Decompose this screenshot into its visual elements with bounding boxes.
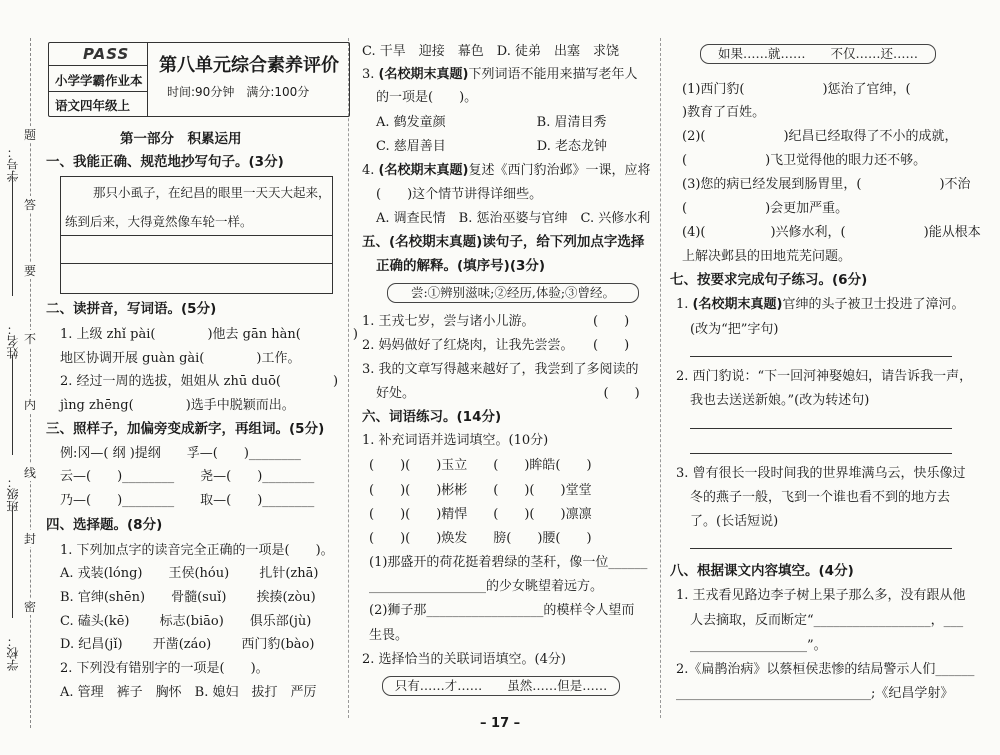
section-heading: 四、选择题。(8分) <box>46 517 163 533</box>
seal-char: 不 <box>24 332 37 346</box>
question-line: D. 纪昌(jǐ) 开凿(záo) 西门豹(bào) <box>60 637 315 652</box>
question-line: 2. 妈妈做好了红烧肉，让我先尝尝。 ( ) <box>362 338 630 353</box>
question-line: ( )( )焕发 膀( )腰( ) <box>369 531 592 546</box>
definition-box: 尝:①辨别滋味;②经历,体验;③曾经。 <box>387 283 639 303</box>
seal-char: 线 <box>24 466 37 480</box>
answer-line[interactable] <box>690 428 952 429</box>
question-line: A. 管理 裤子 胸怀 B. 媳妇 拔打 严厉 <box>60 685 317 700</box>
question-line: 4. (名校期末真题)复述《西门豹治邺》一课，应将 <box>362 163 651 178</box>
question-line: 2. 下列没有错别字的一项是( )。 <box>60 661 269 676</box>
question-line: ______________________________;《纪昌学射》 <box>676 686 954 701</box>
section-heading: 第一部分 积累运用 <box>120 131 242 147</box>
question-line: 的一项是( )。 <box>376 90 478 105</box>
question-line: 3. (名校期末真题)下列词语不能用来描写老年人 <box>362 67 638 82</box>
conjunction-box: 只有……才…… 虽然……但是…… <box>382 676 620 696</box>
copy-sentence: 那只小虱子，在纪昌的眼里一天天大起来， <box>93 185 331 200</box>
seal-char: 密 <box>24 600 37 614</box>
question-line: ( )( )精悍 ( )( )凛凛 <box>369 507 592 522</box>
question-line: A. 戎装(lóng) 王侯(hóu) 扎针(zhā) <box>60 566 319 581</box>
copy-sentence: 练到后来，大得竟然像车轮一样。 <box>65 214 253 229</box>
question-line: 1. 补充词语并选词填空。(10分) <box>362 433 549 448</box>
question-line: 云—( )________ 尧—( )________ <box>60 469 315 484</box>
question-line: 3. 曾有很长一段时间我的世界堆满乌云，快乐像过 <box>676 466 966 481</box>
series-name: 小学学霸作业本 <box>55 73 143 88</box>
question-line: (2)狮子那__________________的模样令人望而 <box>369 603 635 618</box>
header-box <box>48 42 350 117</box>
question-line: __________________的少女眺望着远方。 <box>369 579 604 594</box>
question-line: 1. (名校期末真题)官绅的头子被卫士投进了漳河。 <box>676 297 965 312</box>
section-heading: 二、读拼音，写词语。(5分) <box>46 301 217 317</box>
question-line: (改为“把”字句) <box>690 322 779 337</box>
seal-char: 答 <box>24 198 37 212</box>
question-line: 3. 我的文章写得越来越好了，我尝到了多阅读的 <box>362 362 639 377</box>
question-line: 1. 王戎七岁，尝与诸小儿游。 ( ) <box>362 314 630 329</box>
binding-strip <box>0 0 42 755</box>
question-line: C. 磕头(kē) 标志(biāo) 俱乐部(jù) <box>60 614 312 629</box>
seal-char: 内 <box>24 398 37 412</box>
seal-char: 封 <box>24 532 37 546</box>
question-line: ( )飞卫觉得他的眼力还不够。 <box>682 153 927 168</box>
question-line: 好处。 ( ) <box>376 386 640 401</box>
question-line: 1. 上级 zhǐ pài( )他去 gān hàn( ) <box>60 327 358 342</box>
question-line: (1)那盛开的荷花挺着碧绿的茎秆，像一位______ <box>369 555 648 570</box>
grade-label: 语文四年级上 <box>55 98 131 113</box>
question-line: )教育了百姓。 <box>682 105 766 120</box>
question-line: 上解决邺县的田地荒芜问题。 <box>682 249 852 264</box>
question-line: 冬的燕子一般，飞到一个谁也看不到的地方去 <box>690 490 951 505</box>
question-line: 人去摘取，反而断定“__________________，___ <box>690 613 964 628</box>
question-line: (4)( )兴修水利，( )能从根本 <box>682 225 981 240</box>
section-heading: 正确的解释。(填序号)(3分) <box>376 258 546 274</box>
question-line: 2. 选择恰当的关联词语填空。(4分) <box>362 652 566 667</box>
question-line: 2.《扁鹊治病》以蔡桓侯悲惨的结局警示人们______ <box>676 662 975 677</box>
class-label: 班级： <box>6 476 20 512</box>
question-line: C. 慈眉善目 D. 老态龙钟 <box>376 139 607 154</box>
answer-line[interactable] <box>690 548 952 549</box>
section-heading: 五、(名校期末真题)读句子，给下列加点字选择 <box>362 234 645 250</box>
page-number: – 17 – <box>480 716 521 731</box>
question-line: ( )( )玉立 ( )眸皓( ) <box>369 458 592 473</box>
question-line: __________________”。 <box>690 638 827 653</box>
section-heading: 七、按要求完成句子练习。(6分) <box>670 272 868 288</box>
question-line: ( )会更加严重。 <box>682 201 849 216</box>
question-line: ( )这个情节讲得详细些。 <box>376 187 543 202</box>
question-line: (2)( )纪昌已经取得了不小的成就， <box>682 129 958 144</box>
seal-char: 题 <box>24 128 37 142</box>
question-line: 了。(长话短说) <box>690 514 779 529</box>
question-line: 1. 下列加点字的读音完全正确的一项是( )。 <box>60 543 334 558</box>
section-heading: 三、照样子，加偏旁变成新字，再组词。(5分) <box>46 421 325 437</box>
question-line: 乃—( )________ 取—( )________ <box>60 493 315 508</box>
question-line: 生畏。 <box>369 628 409 643</box>
question-line: (3)您的病已经发展到肠胃里，( )不治 <box>682 177 971 192</box>
answer-line[interactable] <box>690 356 952 357</box>
question-line: (1)西门豹( )惩治了官绅，( <box>682 82 963 97</box>
pass-logo: PASS <box>83 45 130 63</box>
section-heading: 八、根据课文内容填空。(4分) <box>670 563 854 579</box>
seal-char: 要 <box>24 264 37 278</box>
question-line: 1. 王戎看见路边李子树上果子那么多，没有跟从他 <box>676 588 966 603</box>
question-line: C. 干旱 迎接 幕色 D. 徒弟 出塞 求饶 <box>362 44 619 59</box>
question-line: jìng zhēng( )选手中脱颖而出。 <box>60 398 295 413</box>
column-divider <box>348 38 349 718</box>
question-line: 2. 西门豹说：“下一回河神娶媳妇，请告诉我一声， <box>676 369 973 384</box>
school-label: 学校： <box>6 635 20 671</box>
answer-line[interactable] <box>690 453 952 454</box>
question-line: 2. 经过一周的选拔，姐姐从 zhū duō( ) <box>60 374 339 389</box>
conjunction-box: 如果……就…… 不仅……还…… <box>700 44 936 64</box>
section-heading: 一、我能正确、规范地抄写句子。(3分) <box>46 154 284 170</box>
student-name-label: 姓名： <box>6 323 20 359</box>
question-line: 我也去送送新娘。”(改为转述句) <box>690 393 870 408</box>
question-line: A. 鹤发童颜 B. 眉清目秀 <box>376 115 607 130</box>
exam-meta: 时间:90分钟 满分:100分 <box>167 85 310 99</box>
student-id-label: 学号： <box>6 146 20 182</box>
question-line: 地区协调开展 guàn gài( )工作。 <box>60 351 301 366</box>
column-divider <box>660 38 661 718</box>
question-line: A. 调查民情 B. 惩治巫婆与官绅 C. 兴修水利 <box>376 211 651 226</box>
question-line: 例:冈—( 纲 )提纲 孚—( )________ <box>60 446 301 461</box>
page-title: 第八单元综合素养评价 <box>159 55 339 76</box>
section-heading: 六、词语练习。(14分) <box>362 409 502 425</box>
question-line: ( )( )彬彬 ( )( )堂堂 <box>369 483 592 498</box>
question-line: B. 官绅(shēn) 骨髓(suǐ) 挨揍(zòu) <box>60 590 316 605</box>
